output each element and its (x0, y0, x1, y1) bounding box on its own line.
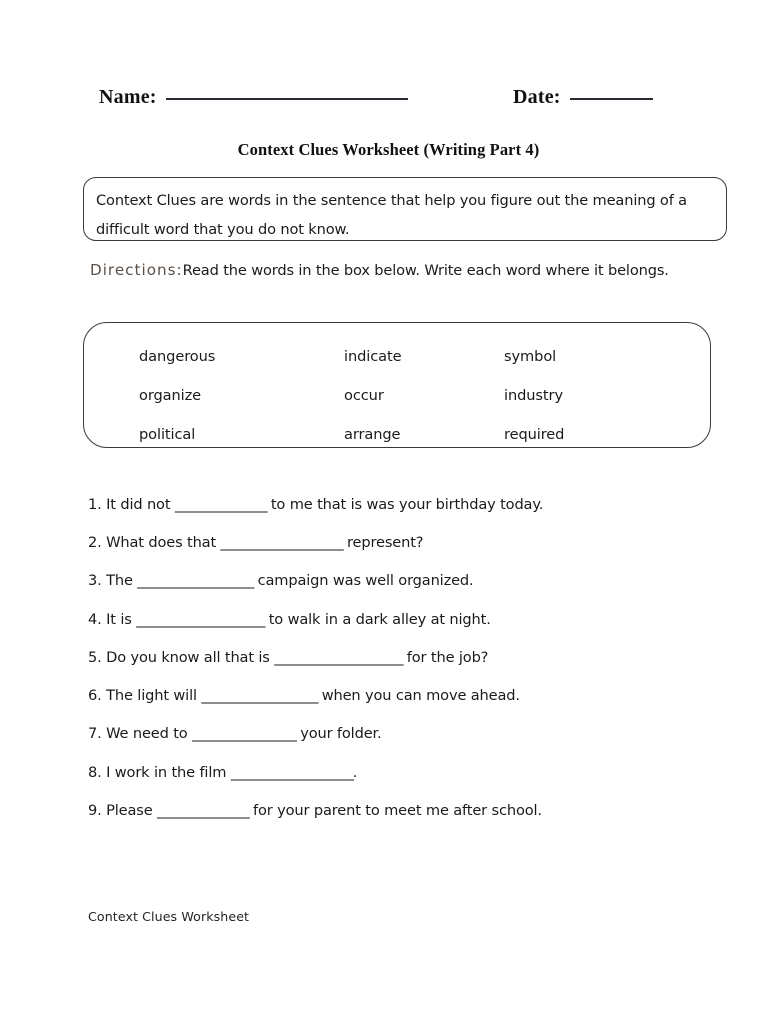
question-number: 4. (88, 610, 102, 628)
word-bank-row (139, 415, 679, 454)
question-text-before: I work in the film (101, 763, 231, 781)
page-title: Context Clues Worksheet (Writing Part 4) (237, 140, 540, 159)
word-bank-word: required (504, 426, 565, 443)
question-text-before: It did not (101, 495, 175, 513)
name-label: Name: (99, 86, 157, 108)
answer-blank[interactable]: _____________________ (136, 610, 265, 628)
word-bank-row (139, 376, 679, 415)
question-text-after: your folder. (295, 725, 382, 743)
question-text-after: for the job? (402, 648, 489, 666)
question-item (88, 523, 728, 561)
word-bank-box (83, 322, 711, 448)
directions-block (90, 256, 690, 285)
question-text-before: We need to (101, 725, 193, 743)
question-text-before: The (101, 572, 138, 590)
question-text-before: What does that (101, 533, 221, 551)
answer-blank[interactable]: ___________________ (137, 572, 254, 590)
question-number: 8. (88, 763, 102, 781)
date-label: Date: (513, 86, 561, 108)
directions-label: Directions: (90, 261, 183, 279)
answer-blank[interactable]: _________________ (192, 725, 296, 743)
question-number: 7. (88, 725, 102, 743)
question-number: 6. (88, 687, 102, 705)
question-text-after: when you can move ahead. (317, 687, 520, 705)
answer-blank[interactable]: _____________________ (274, 648, 403, 666)
question-number: 2. (88, 533, 102, 551)
answer-blank[interactable]: _______________ (157, 802, 249, 820)
question-item (88, 562, 728, 600)
answer-blank[interactable]: ___________________ (201, 687, 318, 705)
word-bank-word: industry (504, 387, 563, 404)
question-text-before: Please (101, 802, 158, 820)
word-bank-word: dangerous (139, 348, 216, 365)
question-text-before: It is (101, 610, 137, 628)
word-bank-word: political (139, 426, 196, 443)
question-item (88, 791, 728, 829)
word-bank-word: arrange (344, 426, 401, 443)
question-number: 5. (88, 648, 102, 666)
word-bank-row (139, 337, 679, 376)
word-bank-word: occur (344, 387, 384, 404)
definition-box (83, 177, 727, 241)
question-text-after: to me that is was your birthday today. (266, 495, 544, 513)
question-number: 1. (88, 495, 102, 513)
question-item (88, 485, 728, 523)
date-write-line[interactable] (570, 98, 653, 100)
directions-text: Read the words in the box below. Write each word where it belongs. (182, 262, 669, 279)
question-text-after: to walk in a dark alley at night. (264, 610, 491, 628)
question-number: 9. (88, 802, 102, 820)
word-bank-word: organize (139, 387, 202, 404)
name-field[interactable] (99, 86, 408, 109)
question-item (88, 638, 728, 676)
word-bank-word: indicate (344, 348, 402, 365)
question-text-after: campaign was well organized. (253, 572, 474, 590)
answer-blank[interactable]: _______________ (174, 495, 267, 513)
question-item (88, 600, 728, 638)
question-item (88, 753, 728, 791)
question-item (88, 676, 728, 714)
name-date-row (0, 86, 777, 116)
name-write-line[interactable] (166, 98, 408, 100)
word-bank-grid (139, 337, 679, 454)
question-text-after: for your parent to meet me after school. (248, 802, 542, 820)
question-text-after: represent? (342, 533, 424, 551)
word-bank-word: symbol (504, 348, 557, 365)
question-item (88, 715, 728, 753)
date-field[interactable] (513, 86, 653, 109)
question-text-before: Do you know all that is (101, 648, 275, 666)
answer-blank[interactable]: ____________________ (220, 533, 343, 551)
definition-text: Context Clues are words in the sentence that help you figure out the meaning of a difficult word that you do not know. (96, 192, 687, 238)
answer-blank[interactable]: ____________________ (230, 763, 353, 781)
question-list (88, 485, 728, 830)
question-text-before: The light will (101, 687, 202, 705)
footer-note: Context Clues Worksheet (88, 909, 250, 924)
question-number: 3. (88, 572, 102, 590)
question-text-after: . (352, 763, 358, 781)
